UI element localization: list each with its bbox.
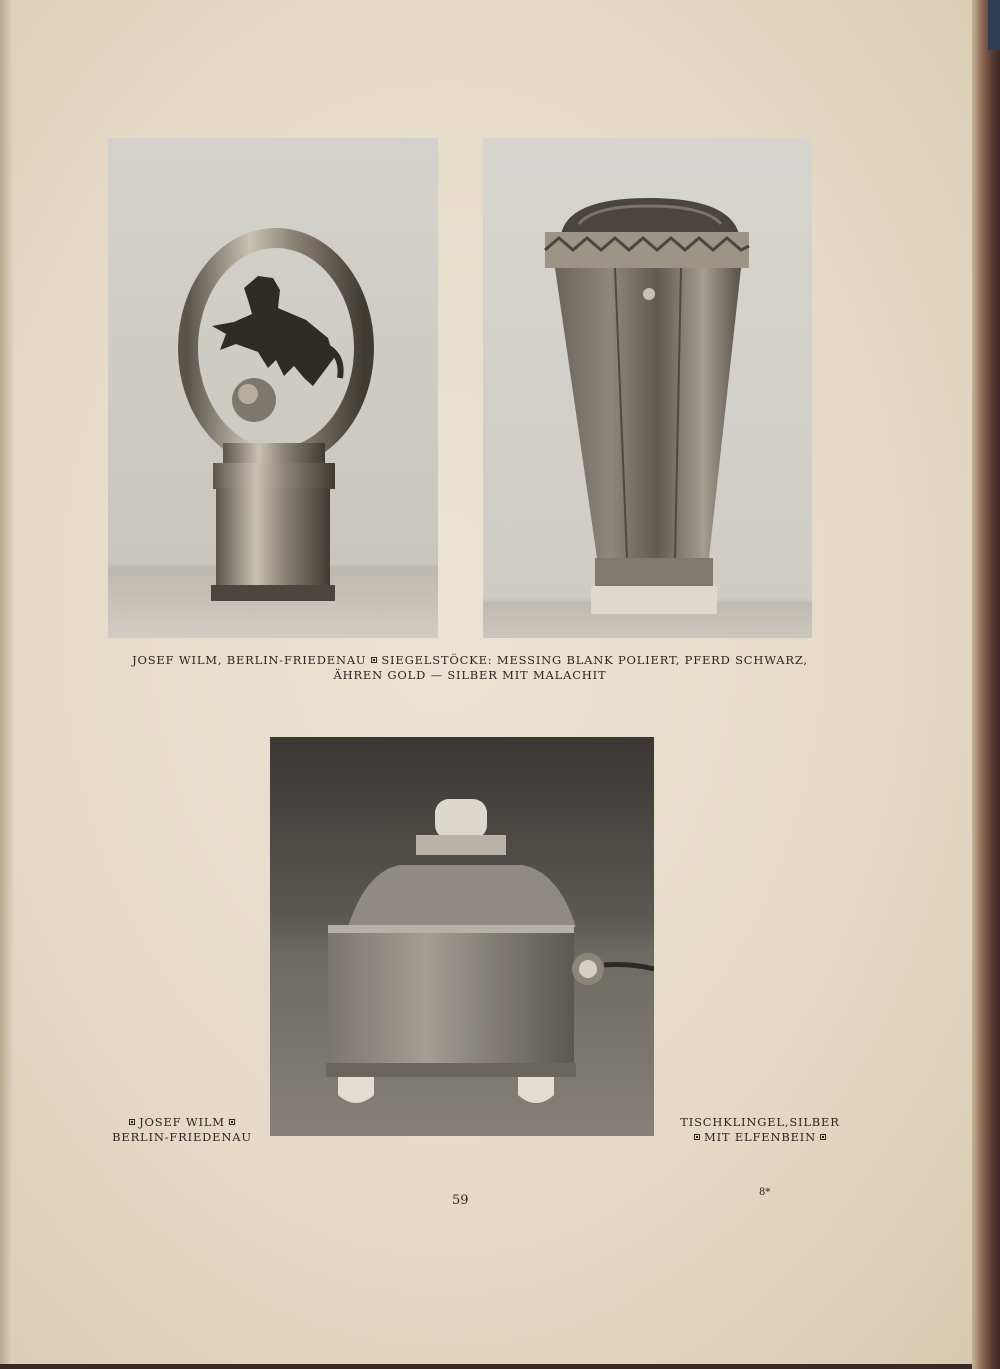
- bell-description-caption-line-1: TISCHKLINGEL,SILBER: [680, 1115, 840, 1129]
- book-spine-edge: [972, 0, 1000, 1369]
- square-ornament-icon: [229, 1119, 235, 1125]
- square-ornament-icon: [371, 657, 377, 663]
- signature-mark: 8*: [759, 1187, 771, 1198]
- plate-caption-line-1: [112, 652, 828, 668]
- square-ornament-icon: [820, 1134, 826, 1140]
- caption-description: SIEGELSTÖCKE: MESSING BLANK POLIERT, PFERD SCHWARZ,: [381, 653, 808, 667]
- bell-maker-caption-line-1: [112, 1114, 252, 1130]
- bell-description-caption-line-2: [680, 1129, 840, 1145]
- square-ornament-icon: [129, 1119, 135, 1125]
- caption-maker: JOSEF WILM, BERLIN-FRIEDENAU: [132, 653, 367, 667]
- square-ornament-icon: [694, 1134, 700, 1140]
- bell-maker-caption-line-2: BERLIN-FRIEDENAU: [112, 1130, 252, 1144]
- photo-silver-malachite-seal: [483, 138, 812, 638]
- page-number: 59: [452, 1193, 469, 1208]
- photo-table-bell: [270, 737, 654, 1136]
- plate-caption-line-2: ÄHREN GOLD — SILBER MIT MALACHIT: [333, 668, 607, 682]
- book-cover-corner: [988, 0, 1000, 50]
- photo-horse-seal-stamp: [108, 138, 438, 638]
- maker-name: JOSEF WILM: [139, 1115, 225, 1129]
- page-gutter-shadow: [0, 0, 14, 1364]
- bell-material: MIT ELFENBEIN: [704, 1130, 816, 1144]
